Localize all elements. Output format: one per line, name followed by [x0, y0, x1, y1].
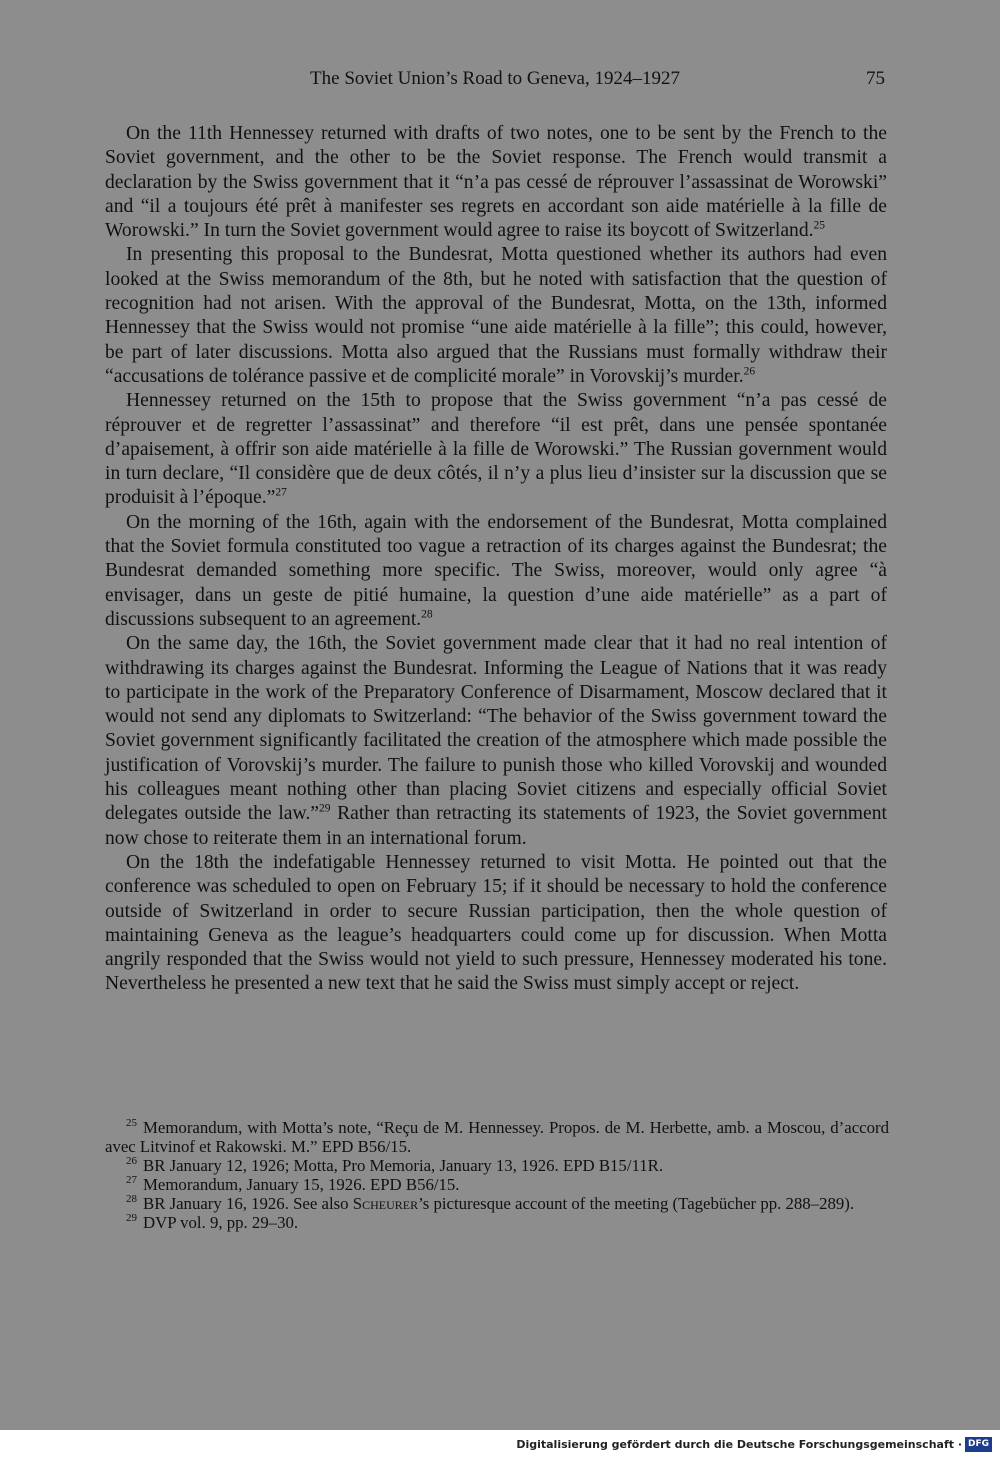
paragraph [105, 632, 887, 851]
footnote [105, 1194, 889, 1213]
paragraph [105, 243, 887, 389]
paragraph-text: In presenting this proposal to the Bundesrat, Motta questioned whether its authors had even looked at the Swiss memorandum of the 8th, but he noted with satisfaction that the question of recognition had not arisen. With the approval of the Bundesrat, Motta, on the 13th, informed Hennessey that the Swiss would not promise “une aide matérielle à la fille”; this could, however, be part of later discussions. Motta also argued that the Russians must formally withdraw their “accusations de tolérance passive et de complicité morale” in Vorovskij’s murder. [105, 244, 887, 387]
page-header [105, 68, 885, 94]
paragraph [105, 851, 887, 997]
footnote-number: 26 [126, 1155, 137, 1168]
paragraph-text-continued: Rather than retracting its statements of 1923, the Soviet government now chose to reiterate them in an international forum. [105, 803, 887, 849]
footnotes [105, 1118, 889, 1232]
footnote [105, 1156, 889, 1175]
paragraph-text: Hennessey returned on the 15th to propose that the Swiss government “n’a pas cessé de réprouver et de regretter l’assassinat” and therefore “il est prêt, dans une pensée spontanée d’apaisement, à offrir son aide matérielle à la fille de Worowski.” The Russian government would in turn declare, “Il considère que de deux côtés, il n’y a plus lieu d’insister sur la discussion que se produisit à l’époque.” [105, 390, 887, 509]
digitization-credit-bar [0, 1430, 1000, 1462]
paragraph-text: On the morning of the 16th, again with the endorsement of the Bundesrat, Motta complained that the Soviet formula constituted too vague a retraction of its charges against the Bundesrat; the Bundesrat demanded something more specific. The Swiss, moreover, would only agree “à envisager, dans un geste de pitié humaine, la question d’une aide matérielle” as a part of discussions subsequent to an agreement. [105, 511, 887, 630]
footnote-number: 27 [126, 1174, 137, 1187]
footnote-text: BR January 12, 1926; Motta, Pro Memoria, January 13, 1926. EPD B15/11R. [143, 1156, 664, 1175]
footnote-text: DVP vol. 9, pp. 29–30. [143, 1213, 299, 1232]
footnote [105, 1118, 889, 1156]
paragraph [105, 389, 887, 510]
footnote-number: 29 [126, 1212, 137, 1225]
footnote-reference: 27 [275, 486, 287, 499]
running-title: The Soviet Union’s Road to Geneva, 1924–1927 [310, 68, 680, 89]
paragraph-text: On the 11th Hennessey returned with drafts of two notes, one to be sent by the French to the Soviet government, and the other to be the Soviet response. The French would transmit a declaration by the Swiss government that it “n’a pas cessé de réprouver l’assassinat de Worowski” and “il a toujours été prêt à manifester ses regrets en accordant son aide matérielle à la fille de Worowski.” In turn the Soviet government would agree to raise its boycott of Switzerland. [105, 123, 887, 242]
body-text [105, 122, 887, 997]
footnote-text-continued: ’s picturesque account of the meeting (Tagebücher pp. 288–289). [418, 1194, 855, 1213]
footnote-number: 25 [126, 1117, 137, 1130]
dfg-logo-icon: DFG [965, 1437, 992, 1452]
paragraph [105, 122, 887, 243]
paragraph-text: On the same day, the 16th, the Soviet government made clear that it had no real intention of withdrawing its charges against the Bundesrat. Informing the League of Nations that it was ready to participate in the work of the Preparatory Conference of Disarmament, Moscow declared that it would not send any diplomats to Switzerland: “The behavior of the Swiss government toward the Soviet government significantly facilitated the creation of the atmosphere which made possible the justification of Vorovskij’s murder. The failure to punish those who killed Vorovskij and wounded his colleagues meant nothing other than placing Soviet citizens and especially official Soviet delegates outside the law.” [105, 633, 887, 825]
digitization-credit: Digitalisierung gefördert durch die Deutsche Forschungsgemeinschaft · [516, 1438, 962, 1451]
footnote-reference: 25 [813, 219, 826, 232]
paragraph [105, 511, 887, 632]
footnote-text: Memorandum, January 15, 1926. EPD B56/15. [143, 1175, 460, 1194]
footnote [105, 1213, 889, 1232]
paragraph-text: On the 18th the indefatigable Hennessey returned to visit Motta. He pointed out that the conference was scheduled to open on February 15; if it should be necessary to hold the conference outside of Switzerland in order to secure Russian participation, then the whole question of maintaining Geneva as the league’s headquarters could come up for discussion. When Motta angrily responded that the Swiss would not yield to such pressure, Hennessey moderated his tone. Nevertheless he presented a new text that he said the Swiss must simply accept or reject. [105, 851, 887, 995]
footnote [105, 1175, 889, 1194]
footnote-number: 28 [126, 1193, 137, 1206]
footnote-text: Memorandum, with Motta’s note, “Reçu de M. Hennessey. Propos. de M. Herbette, amb. a Moscou, d’accord avec Litvinof et Rakowski. M.” EPD B56/15. [105, 1118, 889, 1156]
author-name-smallcaps: Scheurer [352, 1194, 419, 1213]
footnote-reference: 29 [318, 802, 331, 815]
footnote-text: BR January 16, 1926. See also [143, 1194, 353, 1213]
page-number: 75 [866, 68, 885, 89]
footnote-reference: 26 [743, 365, 756, 378]
footnote-reference: 28 [421, 608, 433, 621]
